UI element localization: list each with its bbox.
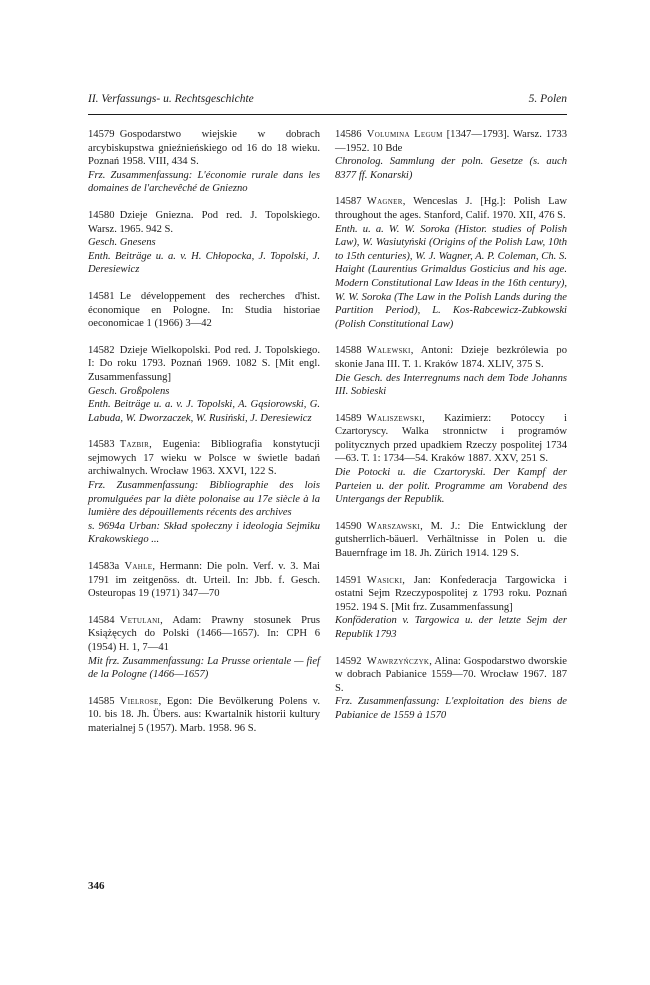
entry-number: 14583 [88,439,115,451]
entry-number: 14582 [88,344,115,356]
entry-number: 14580 [88,209,115,221]
bibliography-entry [335,574,567,642]
entry-text: , Egon: Die Bevölkerung Polens v. 10. bis 18. Jh. Übers. aus: Kwartalnik historii kultury materialnej 5 (1957). Marb. 1958. 96 S. [88,695,320,734]
entry-number: 14585 [88,695,115,707]
entry-author: Walewski [366,345,411,357]
entry-citation [88,695,320,736]
entry-number: 14579 [88,129,115,140]
entry-author: Wasicki [366,574,403,586]
header-section-title: II. Verfassungs- u. Rechtsgeschichte [88,93,254,105]
entry-citation [335,520,567,561]
entry-text: , Alina: Gospodarstwo dworskie w dobrach Pabianice 1559—70. Wrocław 1967. 187 S. [335,655,567,694]
entry-citation [88,209,320,236]
entry-text: Dzieje Wielkopolski. Pod red. J. Topolskiego. I: Do roku 1793. Poznań 1969. 1082 S. [Mit engl. Zusammenfassung] [88,344,320,383]
entry-note: Konföderation v. Targowica u. der letzte Sejm der Republik 1793 [335,615,567,640]
entry-note: Die Potocki u. die Czartoryski. Der Kampf der Parteien u. der polit. Programme am Vorabend des Untergangs der Republik. [335,467,567,506]
entry-citation [335,344,567,371]
entry-citation [88,290,320,331]
entry-author: Vahle [124,561,153,573]
entry-note: Frz. Zusammenfassung: L'exploitation des biens de Pabianice de 1559 à 1570 [335,696,567,721]
entry-text: [1347—1793]. Warsz. 1733—1952. 10 Bde [335,129,568,154]
entry-text: Le développement des recherches d'hist. économique en Pologne. In: Studia historiae oeconomicae 1 (1966) 3—42 [88,290,320,330]
entry-text: Dzieje Gniezna. Pod red. J. Topolskiego. Warsz. 1965. 942 S. [88,209,320,235]
entry-number: 14584 [88,614,115,626]
bibliography-entry [88,290,320,331]
bibliography-entry [88,344,320,426]
entry-note: Mit frz. Zusammenfassung: La Prusse orientale — fief de la Pologne (1466—1657) [88,655,320,681]
entry-text: , Eugenia: Bibliografia konstytucji sejmowych 17 wieku w Polsce w świetle badań archiwalnych. Wrocław 1963. XXVI, 122 S. [88,439,320,478]
left-column [88,128,320,749]
entry-number: 14587 [335,196,362,208]
entry-text: , Kazimierz: Potoccy i Czartoryscy. Walka stronnictw i programów politycznych przed upadkiem Rzeczy pospolitej 1734—63. T. 1: 1734—54. Kraków 1887. XXV, 251 S. [335,412,567,465]
entry-note: Die Gesch. des Interregnums nach dem Tode Johanns III. Sobieski [335,372,567,398]
entry-note: Gesch. Gnesens [88,237,156,249]
entry-text: , M. J.: Die Entwicklung der gutsherrlich-bäuerl. Verhältnisse in Polen u. die Bauernfrage im 18. Jh. Zürich 1914. 129 S. [335,520,567,560]
entry-author: Wagner [366,196,403,208]
entry-number: 14586 [335,129,362,140]
entry-author: Warszawski [366,520,421,532]
entry-text: Gospodarstwo wiejskie w dobrach arcybiskupstwa gnieźnieńskiego od 16 do 18 wieku. Poznań 1958. VIII, 434 S. [88,129,320,168]
header-rule [88,114,567,115]
bibliography-entry [335,412,567,507]
entry-note: Gesch. Großpolens [88,385,170,397]
entry-note: Frz. Zusammenfassung: L'économie rurale dans les domaines de l'archevêché de Gniezno [88,169,320,195]
entry-text: , Adam: Prawny stosunek Prus Książęcych do Polski (1466—1657). In: CPH 6 (1954) H. 1, 7—41 [88,614,320,653]
bibliography-entry [88,438,320,547]
entry-citation [88,128,320,169]
bibliography-entry [335,195,567,331]
entry-citation [88,560,320,601]
entry-citation [88,614,320,655]
entry-note: Enth. u. a. W. W. Soroka (Histor. studies of Polish Law), W. Wasiutyński (Origins of the Polish Law, 10th to 15th centuries), W. J. Wagner, A. P. Coleman, Ch. S. Haight (Laurentius Grimaldus Gosticius and his age. Modern Constitutional Law Ideas in the 16th century), W. W. Soroka (The Law in the Polish Lands during the Partition Period), L. Kos-Rabcewicz-Zubkowski (Polish Constitutional Law) [335,223,567,330]
running-header [88,93,567,111]
bibliography-entry [88,614,320,682]
entry-citation [335,412,567,466]
bibliography-entry [335,655,567,723]
entry-author: Waliszewski [366,412,423,424]
entry-author: Vielrose [119,695,159,707]
entry-note: Enth. Beiträge u. a. v. J. Topolski, A. Gąsiorowski, G. Labuda, W. Dworzaczek, W. Rusiński, J. Deresiewicz [88,399,320,424]
entry-number: 14592 [335,655,362,667]
bibliography-entry [88,209,320,277]
entry-number: 14589 [335,412,362,424]
entry-text: , Jan: Konfederacja Targowicka i ostatni Sejm Rzeczypospolitej z 1793 roku. Poznań 1952. 194 S. [Mit frz. Zusammenfassung] [335,574,567,613]
entry-number: 14591 [335,574,362,586]
entry-number: 14590 [335,520,362,532]
bibliography-entry [335,344,567,398]
entry-number: 14581 [88,290,115,302]
entry-note: Enth. Beiträge u. a. v. H. Chłopocka, J. Topolski, J. Deresiewicz [88,250,320,276]
entry-note: Chronolog. Sammlung der poln. Gesetze (s. auch 8377 ff. Konarski) [335,156,567,181]
entry-author: Vetulani [119,614,161,626]
entry-citation [88,344,320,385]
bibliography-entry [88,560,320,601]
entry-text: , Hermann: Die poln. Verf. v. 3. Mai 1791 im zeitgenöss. dt. Urteil. In: Jbb. f. Gesch. Osteuropas 19 (1971) 347—70 [88,561,320,600]
bibliography-entry [335,520,567,561]
entry-citation [335,655,567,696]
entry-author: Tazbir [119,439,150,451]
entry-citation [335,195,567,222]
entry-author: Volumina Legum [366,129,443,140]
entry-number: 14583a [88,561,120,573]
page-number: 346 [88,880,105,892]
entry-author: Wawrzyńczyk [366,655,430,667]
right-column [335,128,567,736]
entry-note: s. 9694a Urban: Skład społeczny i ideologia Sejmiku Krakowskiego ... [88,520,320,546]
bibliography-entry [335,128,567,182]
entry-citation [335,128,567,155]
entry-number: 14588 [335,345,362,357]
entry-citation [88,438,320,479]
entry-text: , Antoni: Dzieje bezkrólewia po skonie Jana III. T. 1. Kraków 1874. XLIV, 375 S. [335,345,567,370]
bibliography-entry [88,128,320,196]
entry-note: Frz. Zusammenfassung: Bibliographie des lois promulguées par la diète polonaise au 17e siècle à la lumière des dépouillements récents des archives [88,480,320,519]
entry-citation [335,574,567,615]
entry-text: , Wenceslas J. [Hg.]: Polish Law throughout the ages. Stanford, Calif. 1970. XII, 476 S. [335,196,567,221]
header-subsection-title: 5. Polen [528,93,567,105]
bibliography-entry [88,695,320,736]
